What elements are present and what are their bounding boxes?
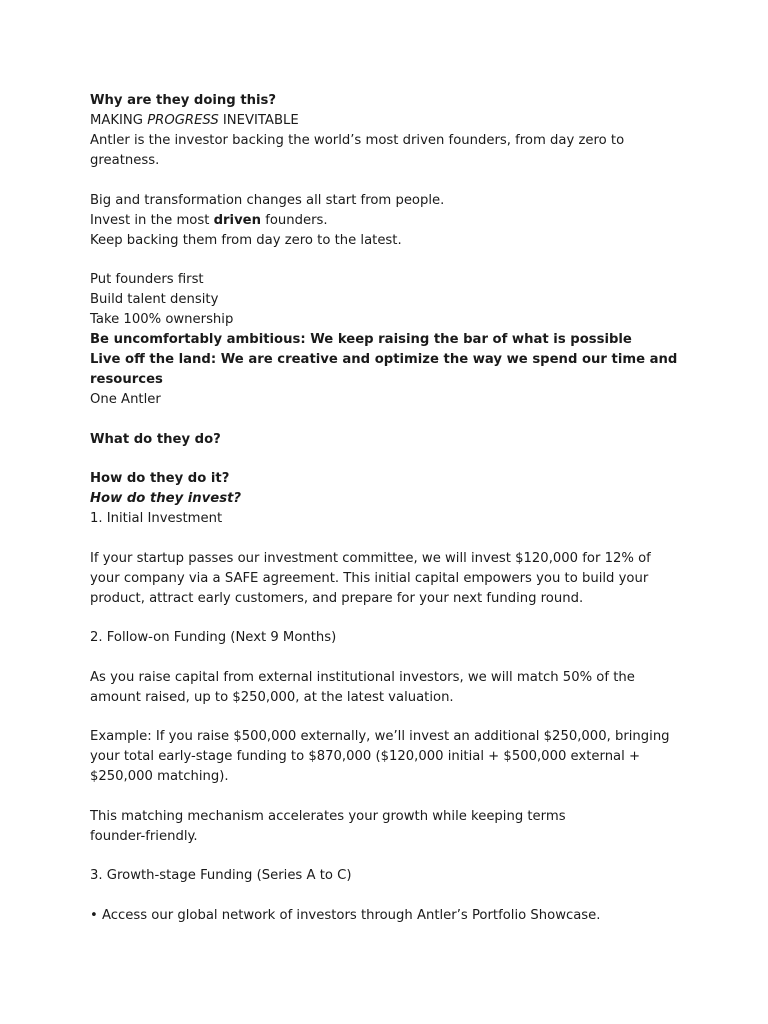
step3-bullet: • Access our global network of investors through Antler’s Portfolio Showcase. [90, 907, 601, 923]
belief-post: founders. [261, 212, 328, 228]
example-text: $250,000 matching). [90, 769, 229, 784]
how-heading: How do they do it? [90, 471, 230, 486]
spacer [90, 708, 690, 728]
value-item: Take 100% ownership [90, 312, 234, 327]
step3-title: 3. Growth-stage Funding (Series A to C) [90, 868, 352, 883]
tagline-post: INEVITABLE [218, 113, 299, 128]
matching-text: founder-friendly. [90, 828, 198, 844]
belief-line: Big and transformation changes all start from people. [90, 192, 445, 208]
how-subheading: How do they invest? [90, 491, 242, 506]
step2-text: As you raise capital from external institutional investors, we will match 50% of the [90, 669, 635, 685]
value-item-bold: Live off the land: We are creative and optimize the way we spend our time and [90, 352, 678, 367]
value-item: Put founders first [90, 272, 204, 287]
belief-pre: Invest in the most [90, 212, 214, 228]
spacer [90, 886, 690, 906]
belief-bold: driven [213, 212, 262, 228]
spacer [90, 450, 690, 470]
why-heading: Why are they doing this? [90, 93, 277, 108]
step2-text: amount raised, up to $250,000, at the latest valuation. [90, 689, 454, 705]
step1-text: product, attract early customers, and prepare for your next funding round. [90, 590, 584, 606]
document-body [90, 91, 690, 926]
step1-title: 1. Initial Investment [90, 511, 223, 526]
value-item: Build talent density [90, 292, 219, 307]
spacer [90, 410, 690, 430]
matching-text: This matching mechanism accelerates your growth while keeping terms [90, 808, 566, 824]
example-text: Example: If you raise $500,000 externally, we’ll invest an additional $250,000, bringing [90, 729, 670, 744]
value-item: One Antler [90, 392, 161, 407]
belief-line: Keep backing them from day zero to the latest. [90, 232, 402, 248]
step1-text: If your startup passes our investment committee, we will invest $120,000 for 12% of [90, 550, 651, 566]
what-heading: What do they do? [90, 431, 221, 447]
step1-text: your company via a SAFE agreement. This initial capital empowers you to build your [90, 570, 649, 586]
spacer [90, 529, 690, 549]
mission-line: greatness. [90, 153, 160, 168]
step2-title: 2. Follow-on Funding (Next 9 Months) [90, 630, 337, 645]
tagline-italic: PROGRESS [147, 113, 219, 128]
mission-line: Antler is the investor backing the world’s most driven founders, from day zero to [90, 133, 625, 148]
spacer [90, 609, 690, 629]
spacer [90, 787, 690, 807]
spacer [90, 847, 690, 867]
tagline [90, 111, 690, 131]
belief-line [90, 211, 690, 231]
value-item-bold: Be uncomfortably ambitious: We keep raising the bar of what is possible [90, 332, 632, 347]
spacer [90, 648, 690, 668]
example-text: your total early-stage funding to $870,000 ($120,000 initial + $500,000 external + [90, 749, 641, 764]
spacer [90, 171, 690, 191]
spacer [90, 251, 690, 271]
tagline-pre: MAKING [90, 113, 148, 128]
value-item-bold: resources [90, 372, 163, 387]
